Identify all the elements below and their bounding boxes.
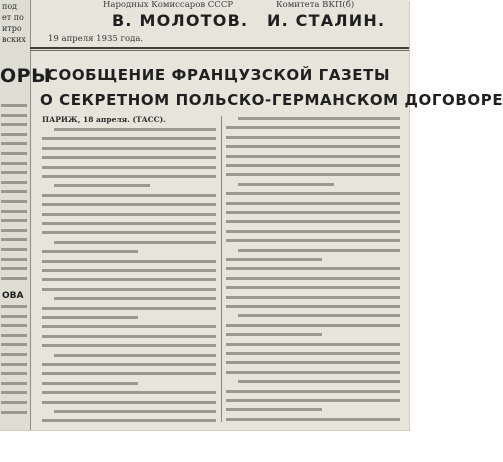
text-line bbox=[42, 288, 216, 291]
strip-word: вских bbox=[2, 35, 26, 44]
text-line bbox=[1, 181, 27, 184]
text-line bbox=[1, 372, 27, 375]
text-line bbox=[1, 411, 27, 414]
adjacent-column-strip bbox=[0, 0, 52, 430]
text-line bbox=[226, 173, 400, 176]
text-line bbox=[1, 391, 27, 394]
text-line bbox=[1, 343, 27, 346]
signature-right-name: И. СТАЛИН. bbox=[267, 11, 386, 30]
text-line bbox=[226, 286, 400, 289]
text-line bbox=[42, 250, 138, 253]
page-bottom-edge bbox=[0, 430, 409, 431]
text-line bbox=[226, 258, 322, 261]
text-line bbox=[42, 307, 216, 310]
text-line bbox=[226, 155, 400, 158]
signature-right-label: Комитета ВКП(б) bbox=[276, 0, 355, 10]
text-line bbox=[226, 202, 400, 205]
text-line bbox=[226, 164, 400, 167]
text-line bbox=[238, 249, 400, 252]
strip-heading: ОРЫ bbox=[0, 65, 52, 87]
text-line bbox=[238, 183, 334, 186]
text-line bbox=[226, 296, 400, 299]
text-line bbox=[42, 372, 216, 375]
text-line bbox=[1, 401, 27, 404]
signature-left-name: В. МОЛОТОВ. bbox=[112, 11, 249, 30]
text-line bbox=[1, 258, 27, 261]
text-line bbox=[54, 184, 150, 187]
text-line bbox=[42, 222, 216, 225]
text-line bbox=[226, 211, 400, 214]
strip-bold-word: ОВА bbox=[2, 291, 24, 301]
masthead-rule bbox=[30, 47, 409, 49]
text-line bbox=[226, 352, 400, 355]
text-line bbox=[226, 220, 400, 223]
text-line bbox=[1, 277, 27, 280]
text-line bbox=[226, 305, 400, 308]
text-line bbox=[1, 200, 27, 203]
text-line bbox=[226, 408, 322, 411]
text-line bbox=[42, 325, 216, 328]
text-line bbox=[226, 390, 400, 393]
text-line bbox=[1, 171, 27, 174]
strip-word: итро bbox=[2, 24, 22, 33]
text-line bbox=[1, 334, 27, 337]
text-line bbox=[1, 324, 27, 327]
signature-left-label: Народных Комиссаров СССР bbox=[103, 0, 234, 10]
text-line bbox=[226, 324, 400, 327]
text-line bbox=[1, 219, 27, 222]
article-headline-line-2: О СЕКРЕТНОМ ПОЛЬСКО-ГЕРМАНСКОМ ДОГОВОРЕ bbox=[40, 91, 503, 109]
text-line bbox=[226, 126, 400, 129]
text-line bbox=[1, 114, 27, 117]
text-line bbox=[226, 239, 400, 242]
text-line bbox=[238, 314, 400, 317]
text-line bbox=[226, 333, 322, 336]
article-column-right bbox=[226, 115, 402, 425]
text-line bbox=[238, 380, 400, 383]
text-line bbox=[42, 194, 216, 197]
text-line bbox=[1, 315, 27, 318]
strip-word: ет по bbox=[2, 13, 24, 22]
text-line bbox=[42, 344, 216, 347]
text-line bbox=[226, 277, 400, 280]
text-line bbox=[1, 104, 27, 107]
text-line bbox=[226, 371, 400, 374]
text-line bbox=[42, 419, 216, 422]
text-line bbox=[226, 418, 400, 421]
text-line bbox=[226, 361, 400, 364]
text-line bbox=[1, 382, 27, 385]
text-line bbox=[1, 353, 27, 356]
text-line bbox=[226, 267, 400, 270]
column-divider bbox=[221, 116, 222, 422]
text-line bbox=[42, 156, 216, 159]
text-line bbox=[226, 136, 400, 139]
text-line bbox=[226, 399, 400, 402]
text-line bbox=[226, 192, 400, 195]
text-line bbox=[42, 278, 216, 281]
text-line bbox=[1, 210, 27, 213]
text-line bbox=[42, 147, 216, 150]
text-line bbox=[42, 401, 216, 404]
text-line bbox=[226, 145, 400, 148]
text-line bbox=[1, 238, 27, 241]
text-line bbox=[42, 175, 216, 178]
text-line bbox=[42, 203, 216, 206]
text-line bbox=[42, 382, 138, 385]
text-line bbox=[1, 190, 27, 193]
text-line bbox=[42, 316, 138, 319]
text-line bbox=[226, 343, 400, 346]
text-line bbox=[226, 230, 400, 233]
article-dateline: ПАРИЖ, 18 апреля. (ТАСС). bbox=[42, 115, 166, 124]
text-line bbox=[54, 128, 216, 131]
text-line bbox=[42, 335, 216, 338]
text-line bbox=[42, 260, 216, 263]
signature-date: 19 апреля 1935 года. bbox=[48, 34, 144, 44]
text-line bbox=[1, 248, 27, 251]
text-line bbox=[42, 231, 216, 234]
text-line bbox=[1, 305, 27, 308]
text-line bbox=[1, 133, 27, 136]
text-line bbox=[42, 137, 216, 140]
article-column-left bbox=[42, 115, 218, 425]
text-line bbox=[1, 123, 27, 126]
text-line bbox=[54, 297, 216, 300]
text-line bbox=[54, 410, 216, 413]
text-line bbox=[1, 267, 27, 270]
text-line bbox=[1, 142, 27, 145]
text-line bbox=[42, 363, 216, 366]
text-line bbox=[1, 162, 27, 165]
text-line bbox=[42, 391, 216, 394]
text-line bbox=[238, 117, 400, 120]
text-line bbox=[54, 241, 216, 244]
text-line bbox=[1, 152, 27, 155]
masthead-rule-thin bbox=[30, 50, 409, 51]
text-line bbox=[42, 269, 216, 272]
text-line bbox=[1, 229, 27, 232]
strip-word: под bbox=[2, 2, 18, 11]
text-line bbox=[1, 363, 27, 366]
text-line bbox=[42, 166, 216, 169]
text-line bbox=[54, 354, 216, 357]
text-line bbox=[42, 213, 216, 216]
article-headline-line-1: СООБЩЕНИЕ ФРАНЦУЗСКОЙ ГАЗЕТЫ bbox=[46, 66, 391, 84]
